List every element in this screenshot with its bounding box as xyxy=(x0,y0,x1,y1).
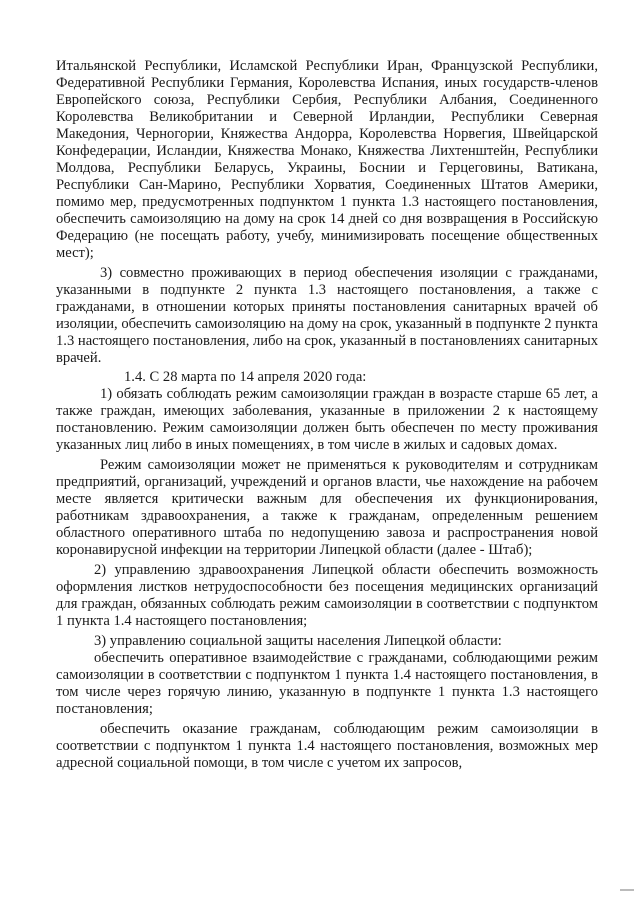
document-page xyxy=(56,58,598,772)
paragraph-subitem-2-healthcare: 2) управлению здравоохранения Липецкой области обеспечить возможность оформления листков нетрудоспособности без посещения медицинских организаций для граждан, обязанных соблюдать режим самоизоляции в соответствии с подпунктом 1 пункта 1.4 настоящего постановления; xyxy=(56,562,598,629)
section-heading-1-4: 1.4. С 28 марта по 14 апреля 2020 года: xyxy=(124,369,367,385)
paragraph-subitem-1-self-isolation: 1) обязать соблюдать режим самоизоляции граждан в возрасте старше 65 лет, а также граждан, имеющих заболевания, указанные в приложении 2 к настоящему постановлению. Режим самоизоляции должен быть обеспечен по месту проживания указанных лиц либо в иных помещениях, в том числе в жилых и садовых домах. xyxy=(56,386,598,453)
paragraph-subitem-3-social-protection: 3) управлению социальной защиты населения Липецкой области: xyxy=(94,633,502,649)
paragraph-self-isolation-exceptions: Режим самоизоляции может не применяться к руководителям и сотрудникам предприятий, организаций, учреждений и органов власти, чье нахождение на рабочем месте является критически важным для обеспечения их функционирования, работникам здравоохранения, а также к гражданам, определенным решением областного оперативного штаба по недопущению завоза и распространения новой коронавирусной инфекции на территории Липецкой области (далее - Штаб); xyxy=(56,457,598,558)
paragraph-country-list: Итальянской Республики, Исламской Республики Иран, Французской Республики, Федеративной Республики Германия, Королевства Испания, иных государств-членов Европейского союза, Республики Сербия, Республики Албания, Соединенного Королевства Великобритании и Северной Ирландии, Республики Северная Македония, Черногории, Княжества Андорра, Королевства Норвегия, Швейцарской Конфедерации, Исландии, Княжества Монако, Княжества Лихтенштейн, Республики Молдова, Республики Беларусь, Украины, Боснии и Герцеговины, Ватикана, Республики Сан-Марино, Республики Хорватия, Соединенных Штатов Америки, помимо мер, предусмотренных подпунктом 1 пункта 1.3 настоящего постановления, обеспечить самоизоляцию на дому на срок 14 дней со дня возвращения в Российскую Федерацию (не посещать работу, учебу, минимизировать посещение общественных мест); xyxy=(56,58,598,261)
paragraph-subitem-3-cohabitants: 3) совместно проживающих в период обеспечения изоляции с гражданами, указанными в подпункте 2 пункта 1.3 настоящего постановления, а также с гражданами, в отношении которых приняты постановления санитарных врачей об изоляции, обеспечить самоизоляцию на дому на срок, указанный в подпункте 2 пункта 1.3 настоящего постановления, либо на срок, указанный в постановлениях санитарных врачей. xyxy=(56,265,599,366)
paragraph-operational-interaction: обеспечить оперативное взаимодействие с гражданами, соблюдающими режим самоизоляции в соответствии с подпунктом 1 пункта 1.4 настоящего постановления, в том числе через горячую линию, указанную в подпункте 1 пункта 1.3 настоящего постановления; xyxy=(56,650,598,717)
scan-corner-mark xyxy=(620,889,634,891)
paragraph-social-assistance: обеспечить оказание гражданам, соблюдающим режим самоизоляции в соответствии с подпунктом 1 пункта 1.4 настоящего постановления, возможных мер адресной социальной помощи, в том числе с учетом их запросов, xyxy=(56,721,598,771)
